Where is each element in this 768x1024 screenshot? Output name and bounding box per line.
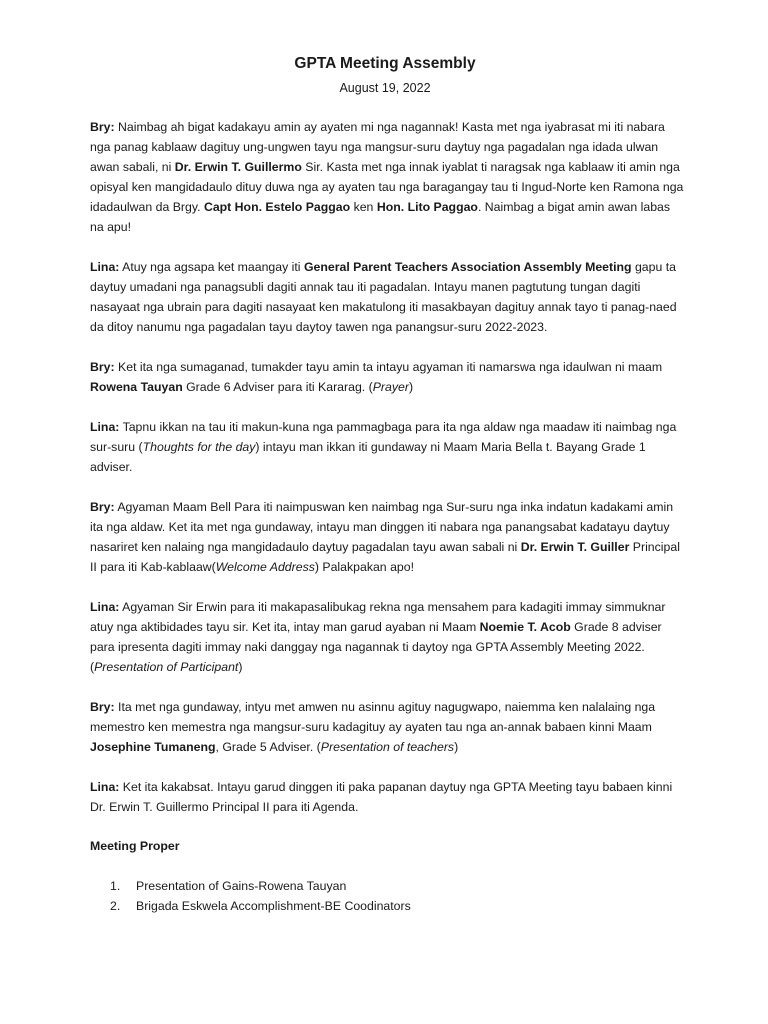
emphasized-name: Noemie T. Acob — [479, 620, 571, 634]
agenda-item-number: 2. — [110, 899, 121, 913]
speaker-label: Lina: — [90, 780, 120, 794]
dialogue-paragraph — [90, 597, 685, 677]
dialogue-paragraph — [90, 417, 685, 477]
paragraph-text: ) — [238, 660, 243, 674]
paragraph-text: gapu ta daytuy umadani nga panagsubli dagiti annak tau iti pagadalan. Intayu manen pagtutung tungan dagiti nasayaat nga ubrain para dagiti nasayaat ken makatulong iti masakbayan dagituy annak tayo ti panag-naed da ditoy nanumu nga pagadalan tayu daytoy tawen nga panangsur-suru 2022-2023. — [90, 260, 677, 334]
paragraph-text: Tapnu ikkan na tau iti makun-kuna nga pammagbaga para ita nga aldaw nga maadaw iti naimbag nga sur-suru ( — [90, 420, 677, 454]
agenda-item-text: Brigada Eskwela Accomplishment-BE Coodinators — [136, 899, 411, 913]
paragraph-text: Grade 8 adviser para ipresenta dagiti immay naki danggay nga nagannak ti daytoy nga GPTA Assembly Meeting 2022. ( — [90, 620, 662, 674]
dialogue-paragraph — [90, 357, 685, 397]
paragraph-text: Agyaman Maam Bell Para iti naimpuswan ken naimbag nga Sur-suru nga inka indatun kadakami amin ita nga aldaw. Ket ita met nga gundaway, intayu man dinggen iti nabara nga panangsabat kadatayu daytuy nasariret ken nalaing nga mangidadaulo daytuy pagadalan tayu awan sabali ni — [90, 500, 674, 554]
paragraph-text: Naimbag ah bigat kadakayu amin ay ayaten mi nga nagannak! Kasta met nga iyabrasat mi iti nabara nga panag kablaaw dagituy ung-ungwen tayu nga mangsur-suru daytuy nga pagadalan nga idada ulwan awan sabali, ni — [90, 120, 665, 174]
meeting-proper-heading-text: Meeting Proper — [90, 839, 180, 853]
paragraph-text: ) Palakpakan apo! — [314, 560, 415, 574]
speaker-label: Lina: — [90, 420, 120, 434]
paragraph-text: Atuy nga agsapa ket maangay iti — [119, 260, 304, 274]
paragraph-text: , Grade 5 Adviser. ( — [215, 740, 321, 754]
paragraph-text: ken — [350, 200, 377, 214]
dialogue-paragraph — [90, 777, 685, 817]
agenda-item-number: 1. — [110, 879, 121, 893]
italic-note: Presentation of Participant — [94, 660, 239, 674]
speaker-label: Lina: — [90, 600, 120, 614]
italic-note: Thoughts for the day — [142, 440, 256, 454]
emphasized-name: General Parent Teachers Association Assembly Meeting — [303, 260, 632, 274]
speaker-label: Bry: — [90, 700, 115, 714]
paragraph-text: Ita met nga gundaway, intyu met amwen nu asinnu agituy nagugwapo, naiemma ken nalalaing nga memestro ken memestra nga mangsur-suru kadagituy ay ayaten tau nga an-annak babaen kinni Maam — [90, 700, 656, 734]
paragraph-text: Agyaman Sir Erwin para iti makapasalibukag rekna nga mensahem para kadagiti immay simmuknar atuy nga aktibidades tayu sir. Ket ita, intay man garud ayaban ni Maam — [90, 600, 666, 634]
agenda-item-text: Presentation of Gains-Rowena Tauyan — [136, 879, 347, 893]
paragraph-text: Ket ita nga sumaganad, tumakder tayu amin ta intayu agyaman iti namarswa nga idaulwan ni maam — [114, 360, 663, 374]
emphasized-name: Josephine Tumaneng — [90, 740, 216, 754]
speaker-label: Bry: — [90, 120, 115, 134]
paragraph-text: . Naimbag a bigat amin awan labas na apu! — [90, 200, 671, 234]
emphasized-name: Capt Hon. Estelo Paggao — [203, 200, 351, 214]
dialogue-paragraph — [90, 117, 685, 237]
dialogue-paragraph — [90, 697, 685, 757]
italic-note: Presentation of teachers — [320, 740, 455, 754]
document-title: GPTA Meeting Assembly — [294, 55, 476, 72]
agenda-item — [90, 876, 685, 896]
emphasized-name: Dr. Erwin T. Guillermo — [174, 160, 302, 174]
paragraph-text: Principal II para iti Kab-kablaaw( — [90, 540, 680, 574]
meeting-proper-heading — [90, 836, 685, 856]
italic-note: Prayer — [372, 380, 409, 394]
dialogue-paragraph — [90, 257, 685, 337]
agenda-item — [90, 896, 685, 916]
emphasized-name: Dr. Erwin T. Guiller — [520, 540, 630, 554]
paragraph-text: ) — [408, 380, 414, 394]
emphasized-name: Rowena Tauyan — [90, 380, 183, 394]
dialogue-paragraph — [90, 497, 685, 577]
speaker-label: Bry: — [90, 500, 115, 514]
paragraph-text: Sir. Kasta met nga innak iyablat ti naragsak nga kablaaw iti amin nga opisyal ken mangidadaulo dituy duwa nga ay ayaten tau nga baragangay tau ti Ingud-Norte ken Ramona nga idadaulwan da Brgy. — [90, 160, 684, 214]
speaker-label: Bry: — [90, 360, 115, 374]
paragraph-text: ) — [454, 740, 459, 754]
paragraph-text: Ket ita kakabsat. Intayu garud dinggen iti paka papanan daytuy nga GPTA Meeting tayu babaen kinni Dr. Erwin T. Guillermo Principal II para iti Agenda. — [90, 780, 673, 814]
speaker-label: Lina: — [90, 260, 120, 274]
agenda-list — [90, 876, 685, 916]
document-date: August 19, 2022 — [339, 81, 431, 95]
paragraph-text: Grade 6 Adviser para iti Kararag. ( — [182, 380, 373, 394]
emphasized-name: Hon. Lito Paggao — [376, 200, 478, 214]
paragraph-text: ) intayu man ikkan iti gundaway ni Maam Maria Bella t. Bayang Grade 1 adviser. — [90, 440, 646, 474]
italic-note: Welcome Address — [215, 560, 315, 574]
